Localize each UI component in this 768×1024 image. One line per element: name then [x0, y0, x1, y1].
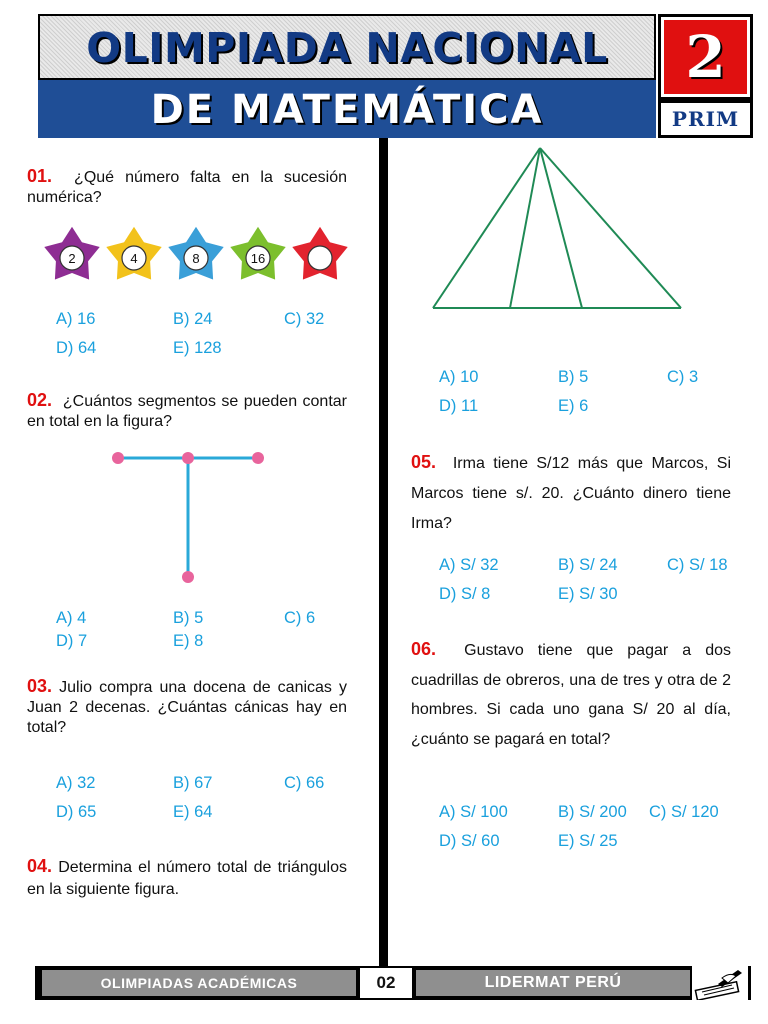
- question-04: [27, 855, 347, 901]
- question-01: [27, 166, 347, 208]
- writing-hand-graphic: [692, 966, 748, 1000]
- q3-option-d[interactable]: D) 65: [56, 803, 97, 821]
- segments-figure: [100, 445, 280, 590]
- question-06-text: 06. Gustavo tiene que pagar a dos cuadrillas de obreros, una de tres y otra de 2 hombres. Si cada uno gana S/ 20 al día, ¿cuánto se pagará en total?: [411, 639, 731, 748]
- point-center: [182, 452, 194, 464]
- grade-level: PRIM: [671, 107, 740, 131]
- q5-option-b[interactable]: B) S/ 24: [558, 556, 618, 574]
- question-03-text: 03. Julio compra una docena de canicas y Juan 2 decenas. ¿Cuántas cánicas hay en total?: [27, 676, 347, 736]
- question-01-number: 01.: [27, 166, 53, 186]
- q4-option-c[interactable]: C) 3: [667, 368, 699, 386]
- question-01-text: 01. ¿Qué número falta en la sucesión numérica?: [27, 166, 347, 206]
- q6-option-e[interactable]: E) S/ 25: [558, 832, 618, 850]
- point-left: [112, 452, 124, 464]
- q4-option-b[interactable]: B) 5: [558, 368, 589, 386]
- question-02-number: 02.: [27, 390, 53, 410]
- star-sequence: [40, 222, 360, 288]
- q2-option-b[interactable]: B) 5: [173, 609, 204, 627]
- q1-option-c[interactable]: C) 32: [284, 310, 325, 328]
- page-number: 02: [376, 973, 396, 992]
- question-05-number: 05.: [411, 452, 437, 472]
- q5-option-a[interactable]: A) S/ 32: [439, 556, 499, 574]
- question-05-text: 05. Irma tiene S/12 más que Marcos, Si Marcos tiene s/. 20. ¿Cuánto dinero tiene Irma?: [411, 452, 731, 532]
- q3-option-a[interactable]: A) 32: [56, 774, 96, 792]
- q6-option-b[interactable]: B) S/ 200: [558, 803, 627, 821]
- star-4-label: 16: [250, 251, 266, 266]
- question-06: [411, 635, 731, 754]
- writing-hand-icon: [692, 966, 748, 1000]
- star-2-label: 4: [130, 251, 138, 266]
- question-05: [411, 447, 731, 539]
- q1-option-d[interactable]: D) 64: [56, 339, 97, 357]
- question-04-text: 04. Determina el número total de triángulos en la siguiente figura.: [27, 856, 347, 898]
- footer-left-label: OLIMPIADAS ACADÉMICAS: [42, 970, 356, 996]
- q4-option-e[interactable]: E) 6: [558, 397, 589, 415]
- q3-option-e[interactable]: E) 64: [173, 803, 213, 821]
- question-02-text: 02. ¿Cuántos segmentos se pueden contar en total en la figura?: [27, 390, 347, 430]
- q6-option-c[interactable]: C) S/ 120: [649, 803, 719, 821]
- star-3-label: 8: [192, 251, 200, 266]
- q1-option-b[interactable]: B) 24: [173, 310, 213, 328]
- q6-option-a[interactable]: A) S/ 100: [439, 803, 508, 821]
- grade-number: 2: [685, 23, 726, 91]
- q5-option-d[interactable]: D) S/ 8: [439, 585, 491, 603]
- star-5-circle: [308, 246, 332, 270]
- q5-option-e[interactable]: E) S/ 30: [558, 585, 618, 603]
- question-04-number: 04.: [27, 856, 53, 876]
- q4-option-d[interactable]: D) 11: [439, 397, 479, 415]
- question-03-number: 03.: [27, 676, 53, 696]
- q2-option-d[interactable]: D) 7: [56, 632, 88, 650]
- q6-option-d[interactable]: D) S/ 60: [439, 832, 500, 850]
- triangle-diagram: [428, 145, 688, 315]
- q2-option-e[interactable]: E) 8: [173, 632, 204, 650]
- q5-option-c[interactable]: C) S/ 18: [667, 556, 728, 574]
- question-06-number: 06.: [411, 639, 437, 659]
- q1-option-e[interactable]: E) 128: [173, 339, 222, 357]
- header-title-line2: DE MATEMÁTICA: [150, 87, 544, 133]
- question-03: [27, 676, 347, 738]
- q4-option-a[interactable]: A) 10: [439, 368, 479, 386]
- q2-option-a[interactable]: A) 4: [56, 609, 87, 627]
- q3-option-c[interactable]: C) 66: [284, 774, 325, 792]
- header-title-line1: OLIMPIADA NACIONAL: [86, 24, 608, 72]
- point-right: [252, 452, 264, 464]
- q2-option-c[interactable]: C) 6: [284, 609, 316, 627]
- q3-option-b[interactable]: B) 67: [173, 774, 213, 792]
- footer-right-label: LIDERMAT PERÚ: [416, 970, 690, 996]
- star-1-label: 2: [68, 251, 76, 266]
- q1-option-a[interactable]: A) 16: [56, 310, 96, 328]
- star-sequence-graphic: [40, 222, 360, 288]
- t-shape-figure: [100, 445, 280, 590]
- triangle-left-side: [433, 148, 540, 308]
- question-02: [27, 390, 347, 432]
- column-divider: [379, 138, 388, 966]
- point-bottom: [182, 571, 194, 583]
- triangle-figure: [428, 145, 688, 315]
